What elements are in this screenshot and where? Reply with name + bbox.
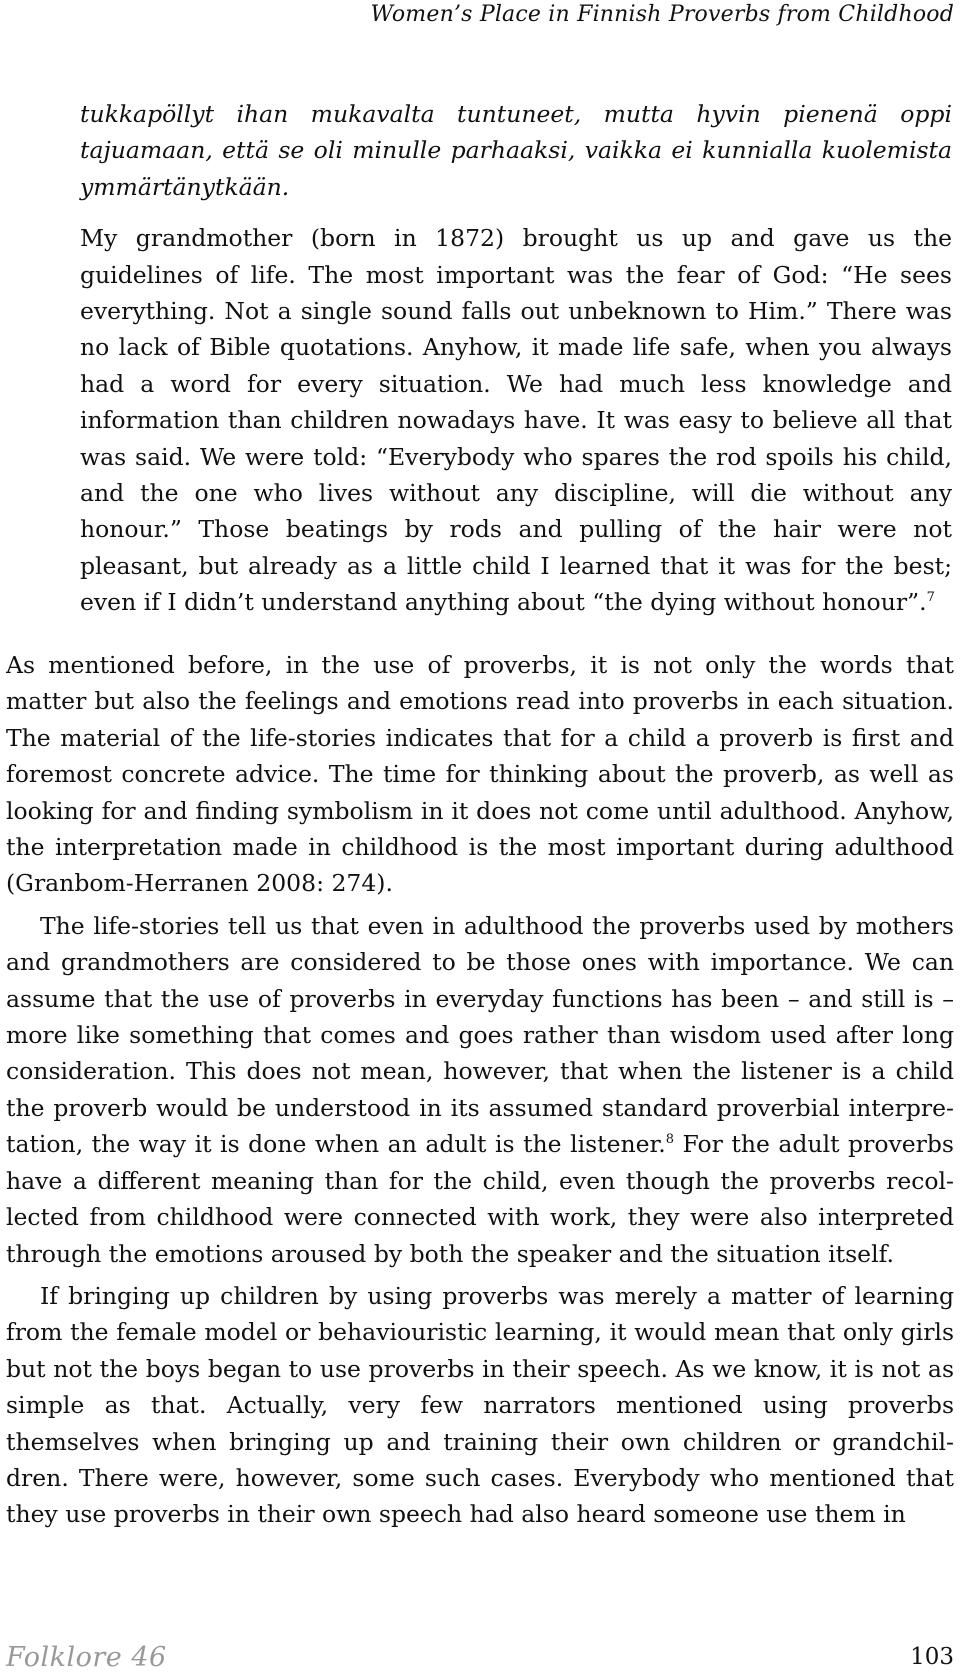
body-text	[6, 647, 954, 1533]
running-header: Women’s Place in Finnish Proverbs from Childhood	[370, 2, 954, 27]
paragraph-2	[6, 908, 954, 1272]
footnote-ref-8: 8	[665, 1132, 674, 1148]
paragraph-2-text-b: For the adult proverbs have a different meaning than for the child, even though the proverbs recol-lected from childhood were connected with work, they were also interpreted through the emotions aroused by both the speaker and the situation itself.	[6, 1130, 954, 1268]
paragraph-3: If bringing up children by using proverbs was merely a matter of learning from the female model or behaviouristic learning, it would mean that only girls but not the boys began to use proverbs in their speech. As we know, it is not as simple as that. Actually, very few narrators mentioned using proverbs themselves when bringing up and training their own children or grandchil-dren. There were, however, some such cases. Everybody who mentioned that they use proverbs in their own speech had also heard someone use them in	[6, 1281, 954, 1529]
page-number: 103	[910, 1644, 954, 1670]
quote-english	[80, 220, 952, 620]
quote-finnish: tukkapöllyt ihan mukavalta tuntuneet, mutta hyvin pienenä oppi tajuamaan, että se oli minulle parhaaksi, vaikka ei kunnialla kuolemista ymmärtänytkään.	[80, 100, 952, 201]
footnote-ref-7: 7	[926, 590, 935, 606]
quote-english-text: My grandmother (born in 1872) brought us up and gave us the guidelines of life. The most important was the fear of God: “He sees everything. Not a single sound falls out unbeknown to Him.” There was no lack of Bible quotations. Anyhow, it made life safe, when you always had a word for every situation. We had much less knowledge and information than children nowadays have. It was easy to believe all that was said. We were told: “Everybody who spares the rod spoils his child, and the one who lives without any discipline, will die without any honour.” Those beatings by rods and pulling of the hair were not pleasant, but already as a little child I learned that it was for the best; even if I didn’t understand anything about “the dying without honour”.	[80, 224, 952, 617]
paragraph-1: As mentioned before, in the use of proverbs, it is not only the words that matter but also the feelings and emotions read into proverbs in each situation. The material of the life-stories indicates that for a child a proverb is first and foremost concrete advice. The time for thinking about the proverb, as well as looking for and finding symbolism in it does not come until adulthood. Anyhow, the interpretation made in childhood is the most important during adulthood (Granbom-Herranen 2008: 274).	[6, 651, 954, 898]
paragraph-2-text-a: The life-stories tell us that even in adulthood the proverbs used by mothers and grandmothers are considered to be those ones with importance. We can assume that the use of proverbs in everyday functions has been – and still is – more like something that comes and goes rather than wisdom used after long consideration. This does not mean, however, that when the listener is a child the proverb would be understood in its assumed standard proverbial interpre-tation, the way it is done when an adult is the listener.	[6, 911, 954, 1159]
journal-logo: Folklore 46	[6, 1642, 167, 1673]
block-quote	[80, 96, 952, 621]
